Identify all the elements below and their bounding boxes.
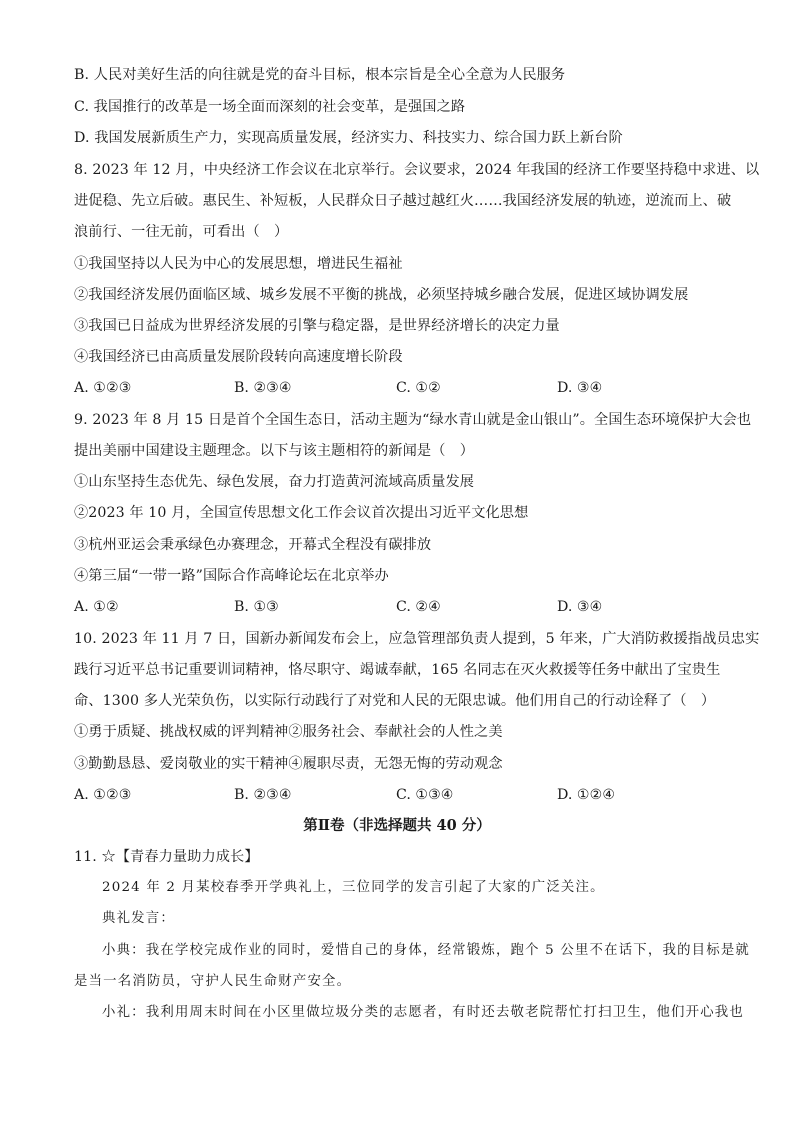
option-d-line: D. 我国发展新质生产力，实现高质量发展，经济实力、科技实力、综合国力跃上新台阶 <box>74 130 623 146</box>
option-c-line: C. 我国推行的改革是一场全面而深刻的社会变革，是强国之路 <box>74 99 466 115</box>
q9-option-b: B. ①③ <box>234 599 279 615</box>
q8-stem-line-2: 进促稳、先立后破。惠民生、补短板，人民群众日子越过越红火……我国经济发展的轨迹，逆流而上、破 <box>74 193 732 209</box>
q8-option-b: B. ②③④ <box>234 380 292 396</box>
q9-stem-line-2: 提出美丽中国建设主题理念。以下与该主题相符的新闻是（ ） <box>74 443 475 459</box>
section-title: 第Ⅱ卷（非选择题共 40 分） <box>303 817 491 834</box>
q10-statement-1-2: ①勇于质疑、挑战权威的评判精神②服务社会、奉献社会的人性之美 <box>74 724 503 740</box>
q10-stem-line-3: 命、1300 多人光荣负伤，以实际行动践行了对党和人民的无限忠诚。他们用自己的行动诠释了（ ） <box>74 693 716 709</box>
reading-subheading: 典礼发言： <box>102 911 175 926</box>
q10-statement-3-4: ③勤勤恳恳、爱岗敬业的实干精神④履职尽责，无怨无悔的劳动观念 <box>74 756 503 772</box>
option-b-line: B. 人民对美好生活的向往就是党的奋斗目标，根本宗旨是全心全意为人民服务 <box>74 67 566 83</box>
q8-option-c: C. ①② <box>396 380 441 396</box>
q9-statement-2: ②2023 年 10 月，全国宣传思想文化工作会议首次提出习近平文化思想 <box>74 505 529 521</box>
q9-statement-3: ③杭州亚运会秉承绿色办赛理念，开幕式全程没有碳排放 <box>74 537 432 553</box>
q10-stem-line-1: 10. 2023 年 11 月 7 日，国新办新闻发布会上，应急管理部负责人提到，5 年来，广大消防救援指战员忠实 <box>74 631 760 647</box>
q10-option-d: D. ①②④ <box>557 787 616 803</box>
q10-option-c: C. ①③④ <box>396 787 454 803</box>
reading-speech-1-line-1: 小典：我在学校完成作业的同时，爱惜自己的身体，经常锻炼，跑个 5 公里不在话下，我的目标是就 <box>102 943 751 958</box>
reading-speech-1-line-2: 是当一名消防员，守护人民生命财产安全。 <box>74 974 352 989</box>
q8-stem-line-1: 8. 2023 年 12 月，中央经济工作会议在北京举行。会议要求，2024 年我国的经济工作要坚持稳中求进、以 <box>74 162 760 178</box>
q9-statement-4: ④第三届“一带一路”国际合作高峰论坛在北京举办 <box>74 568 389 584</box>
reading-intro: 2024 年 2 月某校春季开学典礼上，三位同学的发言引起了大家的广泛关注。 <box>102 880 605 895</box>
q8-statement-3: ③我国已日益成为世界经济发展的引擎与稳定器，是世界经济增长的决定力量 <box>74 318 560 334</box>
q9-option-c: C. ②④ <box>396 599 441 615</box>
reading-speech-2-line-1: 小礼：我利用周末时间在小区里做垃圾分类的志愿者，有时还去敬老院帮忙打扫卫生，他们开心我也 <box>102 1005 744 1020</box>
q10-stem-line-2: 践行习近平总书记重要训词精神，恪尽职守、竭诚奉献，165 名同志在灭火救援等任务中献出了宝贵生 <box>74 662 721 678</box>
q8-stem-line-3: 浪前行、一往无前，可看出（ ） <box>74 224 289 240</box>
q9-option-d: D. ③④ <box>557 599 603 615</box>
q8-statement-2: ②我国经济发展仍面临区域、城乡发展不平衡的挑战，必须坚持城乡融合发展，促进区域协调发展 <box>74 287 689 303</box>
q9-statement-1: ①山东坚持生态优先、绿色发展，奋力打造黄河流域高质量发展 <box>74 474 475 490</box>
q10-option-a: A. ①②③ <box>74 787 132 803</box>
q10-option-b: B. ②③④ <box>234 787 292 803</box>
q8-statement-4: ④我国经济已由高质量发展阶段转向高速度增长阶段 <box>74 349 403 365</box>
q8-statement-1: ①我国坚持以人民为中心的发展思想，增进民生福祉 <box>74 256 403 272</box>
q9-option-a: A. ①② <box>74 599 119 615</box>
q9-stem-line-1: 9. 2023 年 8 月 15 日是首个全国生态日，活动主题为“绿水青山就是金山银山”。全国生态环境保护大会也 <box>74 412 752 428</box>
q8-option-d: D. ③④ <box>557 380 603 396</box>
q11-header: 11. ☆【青春力量助力成长】 <box>74 849 259 865</box>
q8-option-a: A. ①②③ <box>74 380 132 396</box>
